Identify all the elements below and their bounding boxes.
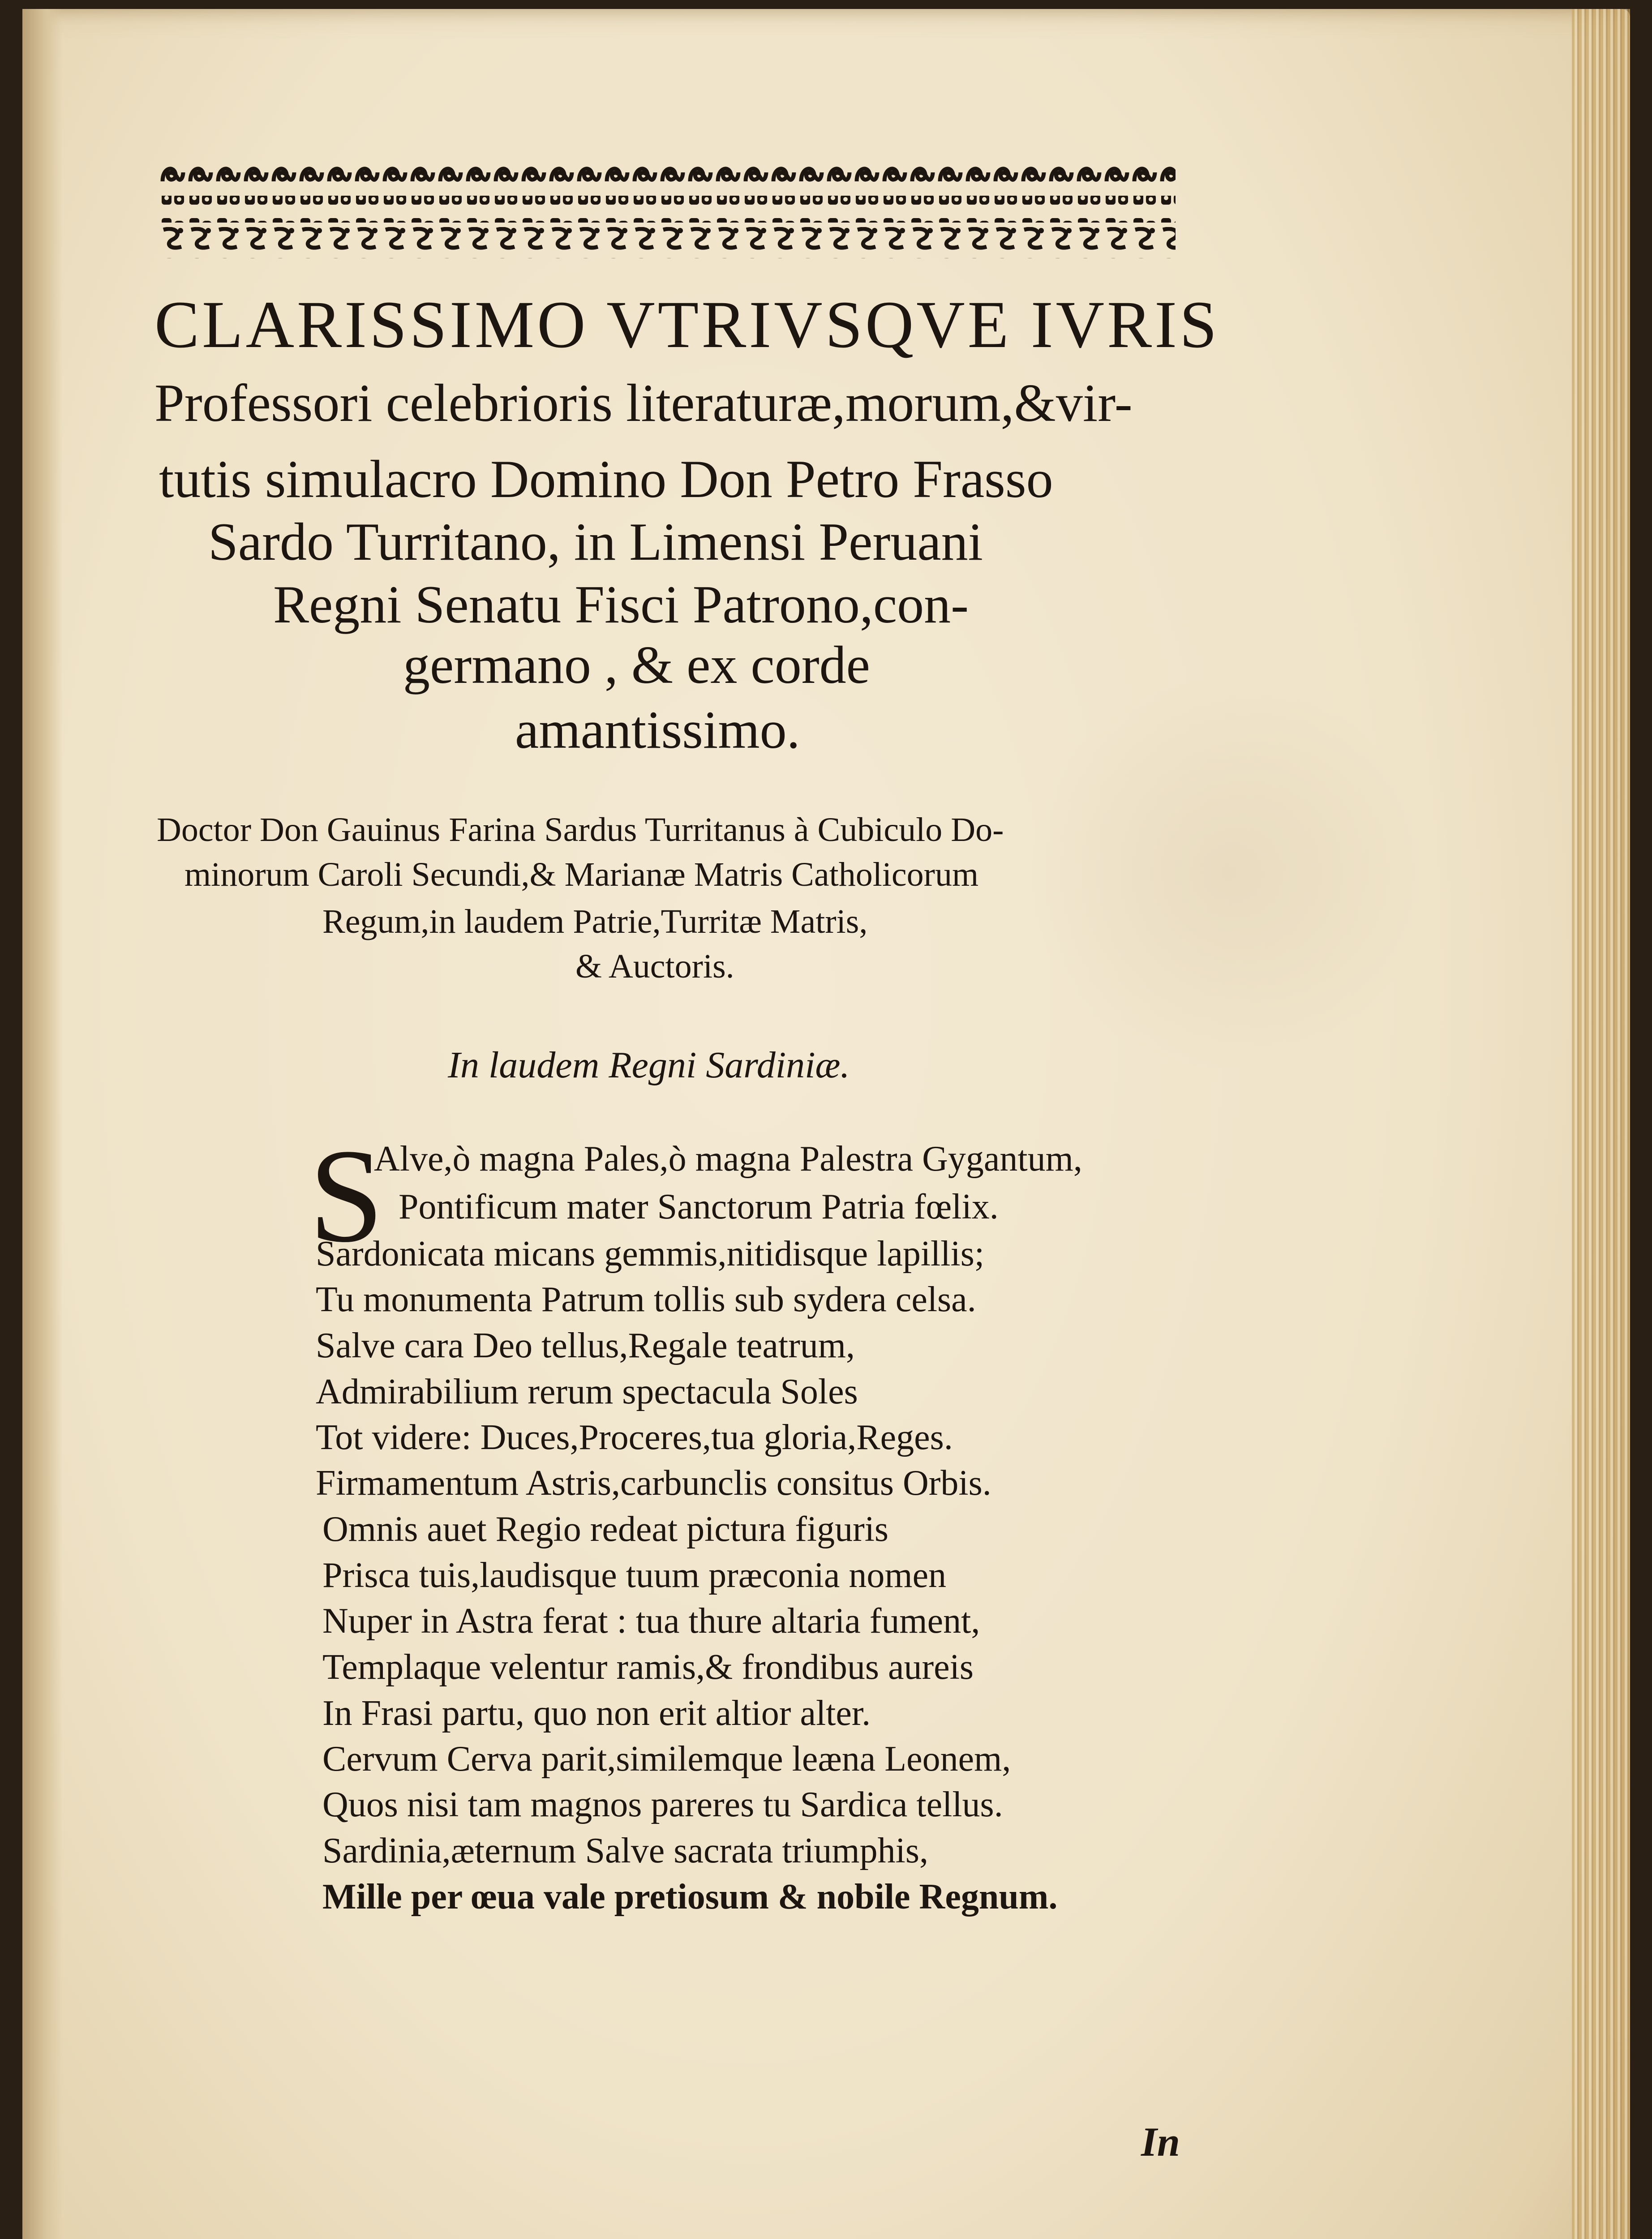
dedication-heading-line-4: Regni Senatu Fisci Patrono,con- bbox=[273, 575, 969, 634]
ornament-band bbox=[159, 159, 1176, 266]
poem-line: In Frasi partu, quo non erit altior alter. bbox=[322, 1694, 871, 1733]
dedication-heading-line-2: tutis simulacro Domino Don Petro Frasso bbox=[159, 449, 1053, 509]
poem-line: Sardonicata micans gemmis,nitidisque lapillis; bbox=[316, 1234, 985, 1274]
poem-line: Firmamentum Astris,carbunclis consitus Orbis. bbox=[316, 1463, 991, 1503]
poem-line: Omnis auet Regio redeat pictura figuris bbox=[322, 1510, 889, 1549]
binding-gutter bbox=[22, 9, 63, 2239]
poem-title: In laudem Regni Sardiniæ. bbox=[448, 1044, 850, 1086]
poem-line: Prisca tuis,laudisque tuum præconia nomen bbox=[322, 1556, 947, 1595]
poem-line: Tu monumenta Patrum tollis sub sydera celsa. bbox=[316, 1280, 976, 1319]
poem-line: Salve cara Deo tellus,Regale teatrum, bbox=[316, 1326, 855, 1365]
author-line-2: minorum Caroli Secundi,& Marianæ Matris Catholicorum bbox=[185, 856, 979, 893]
poem-line: Quos nisi tam magnos pareres tu Sardica tellus. bbox=[322, 1785, 1003, 1824]
catchword: In bbox=[1141, 2119, 1180, 2165]
poem-line: Templaque velentur ramis,& frondibus aureis bbox=[322, 1647, 974, 1687]
author-line-3: Regum,in laudem Patrie,Turritæ Matris, bbox=[322, 903, 868, 940]
poem-line: Sardinia,æternum Salve sacrata triumphis, bbox=[322, 1831, 929, 1870]
poem-line: Mille per œua vale pretiosum & nobile Regnum. bbox=[322, 1877, 1058, 1917]
poem-line: Tot videre: Duces,Proceres,tua gloria,Reges. bbox=[316, 1418, 953, 1457]
poem-line: Admirabilium rerum spectacula Soles bbox=[316, 1372, 858, 1411]
drop-cap: S bbox=[309, 1121, 384, 1270]
dedication-heading-line-6: amantissimo. bbox=[515, 700, 800, 759]
dedication-heading-caps: CLARISSIMO VTRIVSQVE IVRIS bbox=[154, 287, 1220, 362]
poem-line: Alve,ò magna Pales,ò magna Palestra Gygantum, bbox=[374, 1139, 1082, 1179]
page-fore-edge bbox=[1572, 9, 1630, 2239]
dedication-heading-line-3: Sardo Turritano, in Limensi Peruani bbox=[208, 512, 983, 571]
show-through bbox=[1026, 672, 1429, 1075]
poem-line: Pontificum mater Sanctorum Patria fœlix. bbox=[399, 1187, 999, 1227]
dedication-heading-line-1: Professori celebrioris literaturæ,morum,&vir- bbox=[154, 373, 1133, 433]
author-line-1: Doctor Don Gauinus Farina Sardus Turritanus à Cubiculo Do- bbox=[157, 811, 1004, 849]
dedication-heading-line-5: germano , & ex corde bbox=[403, 635, 870, 695]
poem-line: Nuper in Astra ferat : tua thure altaria fument, bbox=[322, 1601, 980, 1641]
poem-line: Cervum Cerva parit,similemque leæna Leonem, bbox=[322, 1739, 1011, 1779]
author-line-4: & Auctoris. bbox=[575, 948, 734, 985]
